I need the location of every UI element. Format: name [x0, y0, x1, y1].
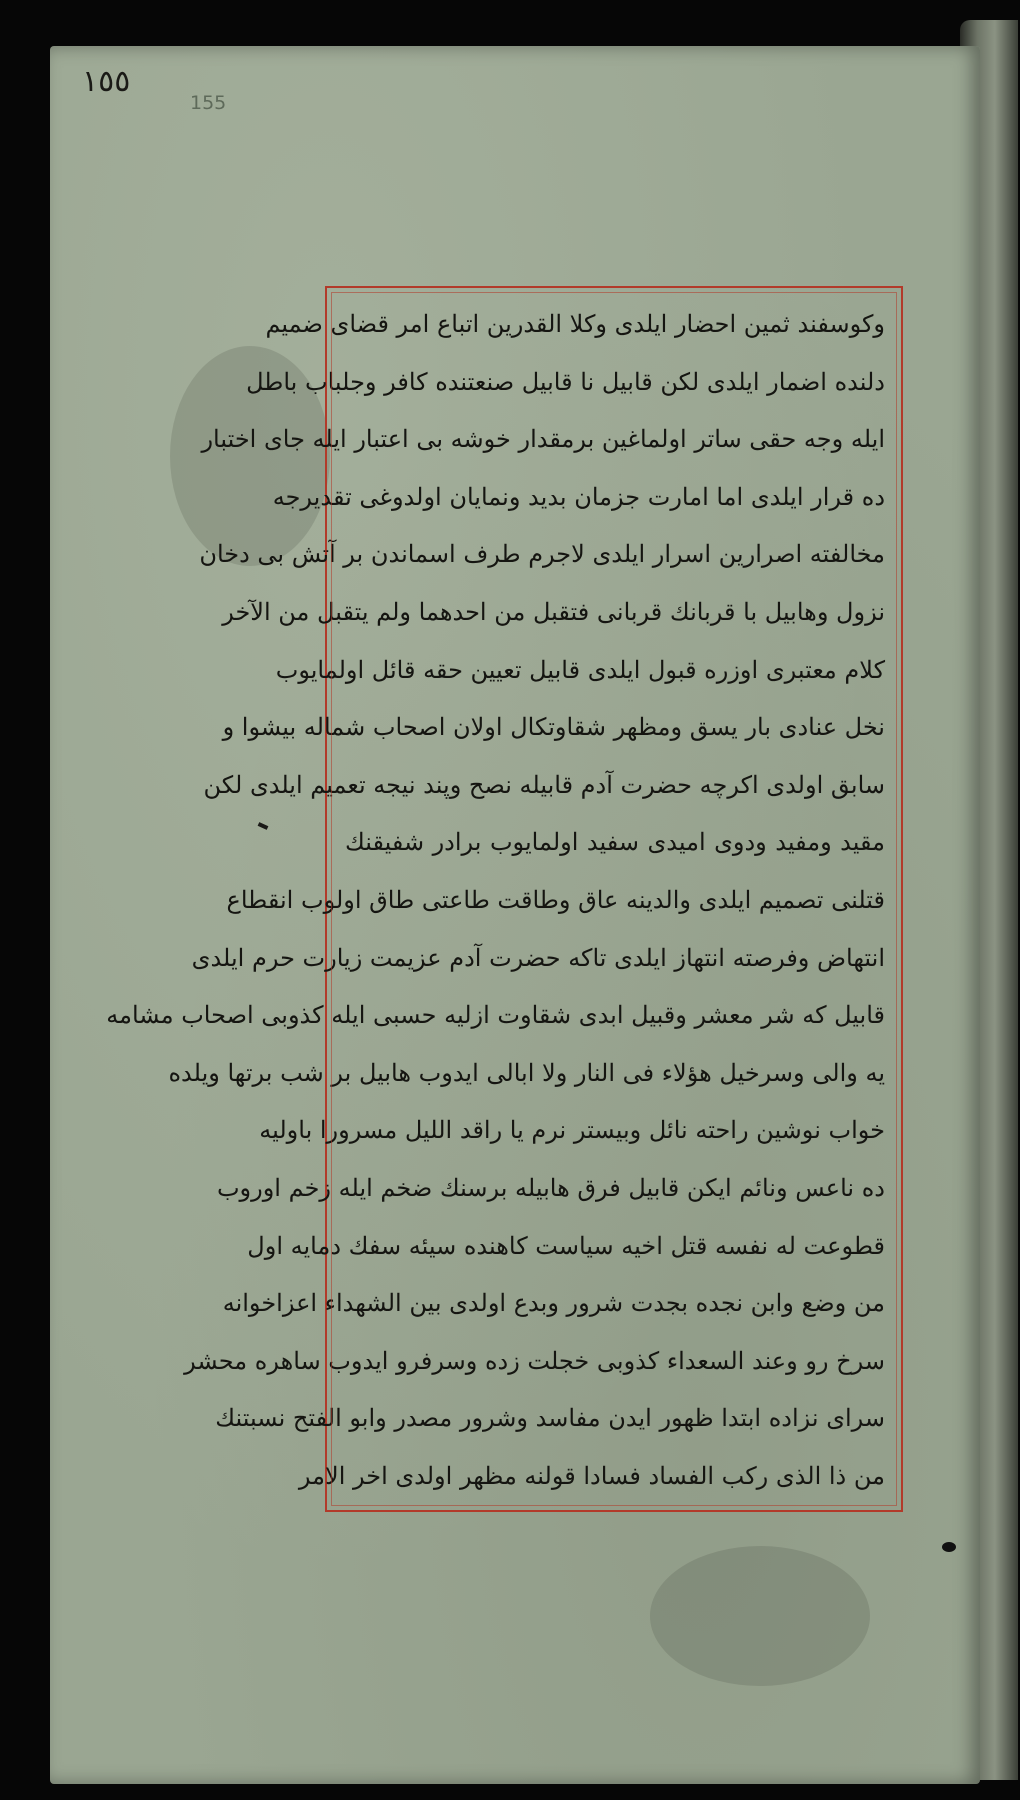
text-line: دلنده اضمار ايلدى لكن قابيل نا قابيل صنعتنده كافر وجلباب باطل	[246, 367, 885, 396]
text-line: نخل عنادى بار يسق ومظهر شقاوتكال اولان اصحاب شماله بيشوا و	[222, 713, 885, 742]
text-line: من وضع وابن نجده بجدت شرور وبدع اولدى بين الشهداء اعزاخوانه	[222, 1289, 885, 1318]
text-line: انتهاض وفرصته انتهاز ايلدى تاكه حضرت آدم عزيمت زيارت حرم ايلدى	[191, 943, 885, 972]
text-line: من ذا الذى ركب الفساد فسادا قولنه مظهر اولدى اخر الامر	[298, 1461, 885, 1490]
ink-blot	[942, 1542, 956, 1552]
folio-pencil-number: 155	[190, 92, 227, 114]
text-line: ده قرار ايلدى اما امارت جزمان بديد ونمايان اولدوغى تقديرجه	[272, 482, 885, 511]
text-line: قطوعت له نفسه قتل اخيه سياست كاهنده سيئه سفك دمايه اول	[247, 1231, 885, 1260]
text-line: خواب نوشين راحته نائل وبيستر نرم يا راقد الليل مسرورا باوليه	[259, 1116, 885, 1145]
folio-number: ١٥٥	[82, 64, 131, 99]
text-line: سابق اولدى اكرچه حضرت آدم قابيله نصح وپند نيجه تعميم ايلدى لكن	[203, 770, 885, 799]
text-line: مقيد ومفيد ودوى اميدى سفيد اولمايوب برادر شفيقنك	[345, 828, 885, 857]
text-line: كلام معتبرى اوزره قبول ايلدى قابيل تعيين حقه قائل اولمايوب	[275, 655, 885, 684]
text-block	[106, 300, 885, 1500]
text-line: ايله وجه حقى ساتر اولماغين برمقدار خوشه بى اعتبار ايله جاى اختبار	[201, 425, 885, 454]
text-line: ده ناعس ونائم ايكن قابيل فرق هابيله برسنك ضخم ايله زخم اوروب	[216, 1173, 885, 1202]
paper-stain	[650, 1546, 870, 1686]
text-line: مخالفته اصرارين اسرار ايلدى لاجرم طرف اسماندن بر آتش بى دخان	[199, 540, 885, 569]
text-frame	[106, 286, 903, 1512]
text-line: نزول وهابيل با قربانك قربانى فتقبل من احدهما ولم يتقبل من الآخر	[222, 597, 885, 626]
text-line: سراى نزاده ابتدا ظهور ايدن مفاسد وشرور مصدر وابو الفتح نسبتنك	[215, 1404, 885, 1433]
text-line: وكوسفند ثمين احضار ايلدى وكلا القدرين اتباع امر قضاى ضميم	[265, 310, 885, 338]
text-line: يه والى وسرخيل هؤلاء فى النار ولا ابالى ايدوب هابيل بر شب برتها ويلده	[168, 1058, 885, 1087]
text-line: قتلنى تصميم ايلدى والدينه عاق وطاقت طاعتى طاق اولوب انقطاع	[226, 885, 885, 914]
text-line: سرخ رو وعند السعداء كذوبى خجلت زده وسرفرو ايدوب ساهره محشر	[184, 1346, 885, 1375]
text-line: قابيل كه شر معشر وقبيل ابدى شقاوت ازليه حسبى ايله كذوبى اصحاب مشامه	[106, 1001, 885, 1030]
